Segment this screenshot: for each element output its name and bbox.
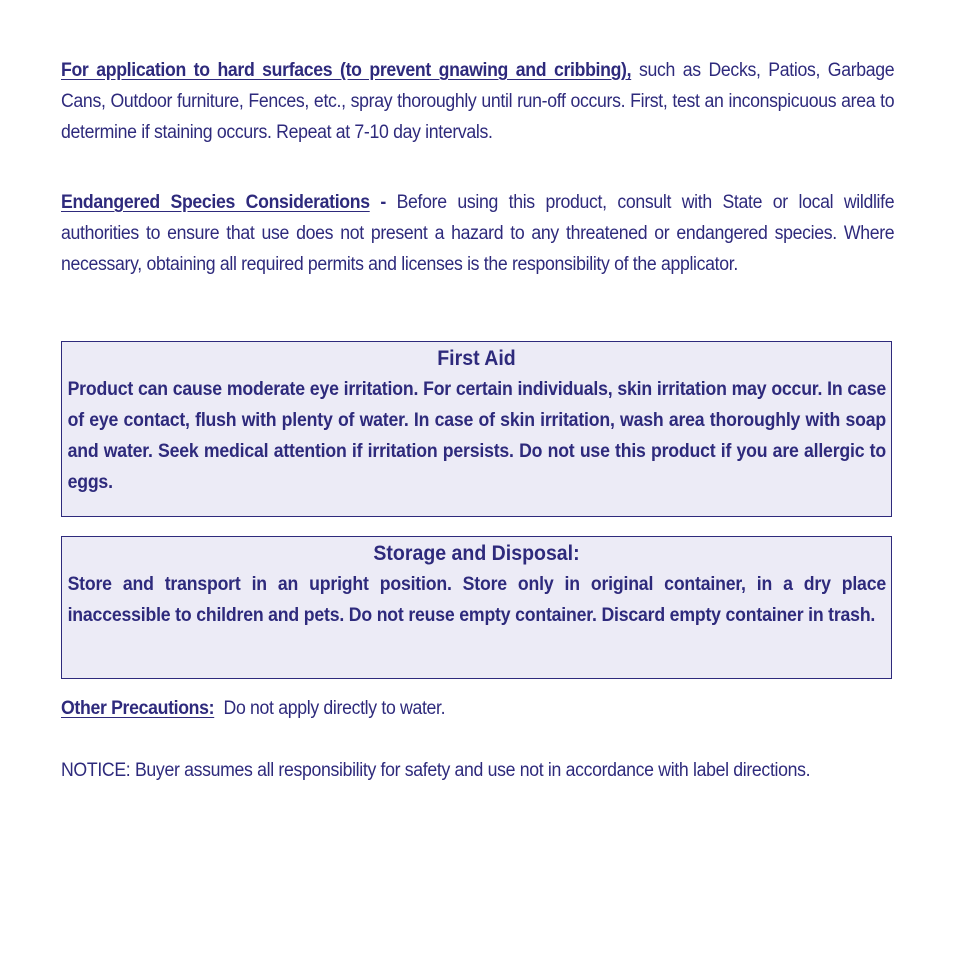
hard-surfaces-heading: For application to hard surfaces (to prevent gnawing and cribbing), [61, 60, 632, 81]
other-precautions-text: Do not apply directly to water. [223, 698, 446, 719]
storage-disposal-text: Store and transport in an upright position. Store only in original container, in a dry place inaccessible to children and pets. Do not reuse empty container. Discard empty container in trash. [67, 574, 886, 626]
other-precautions-paragraph [61, 693, 894, 724]
storage-disposal-title: Storage and Disposal: [373, 542, 580, 565]
first-aid-title: First Aid [437, 347, 516, 370]
first-aid-text: Product can cause moderate eye irritation. For certain individuals, skin irritation may occur. In case of eye contact, flush with plenty of water. In case of skin irritation, wash area thoroughly with soap and water. Seek medical attention if irritation persists. Do not use this product if you are allergic to eggs. [67, 379, 886, 493]
endangered-species-text: Before using this product, consult with State or local wildlife authorities to ensure that use does not present a hazard to any threatened or endangered species. Where necessary, obtaining all required permits and licenses is the responsibility of the applicator. [61, 192, 895, 275]
endangered-species-paragraph [61, 187, 894, 280]
hard-surfaces-text: such as Decks, Patios, Garbage Cans, Outdoor furniture, Fences, etc., spray thoroughly until run-off occurs. First, test an inconspicuous area to determine if staining occurs. Repeat at 7-10 day intervals. [61, 60, 895, 143]
first-aid-box [61, 341, 892, 517]
notice-paragraph: NOTICE: Buyer assumes all responsibility for safety and use not in accordance with label directions. [61, 760, 811, 781]
endangered-species-heading: Endangered Species Considerations [61, 192, 370, 213]
hard-surfaces-paragraph [61, 55, 894, 148]
storage-disposal-box [61, 536, 892, 679]
endangered-separator: - [380, 192, 386, 213]
other-precautions-heading: Other Precautions: [61, 698, 215, 719]
